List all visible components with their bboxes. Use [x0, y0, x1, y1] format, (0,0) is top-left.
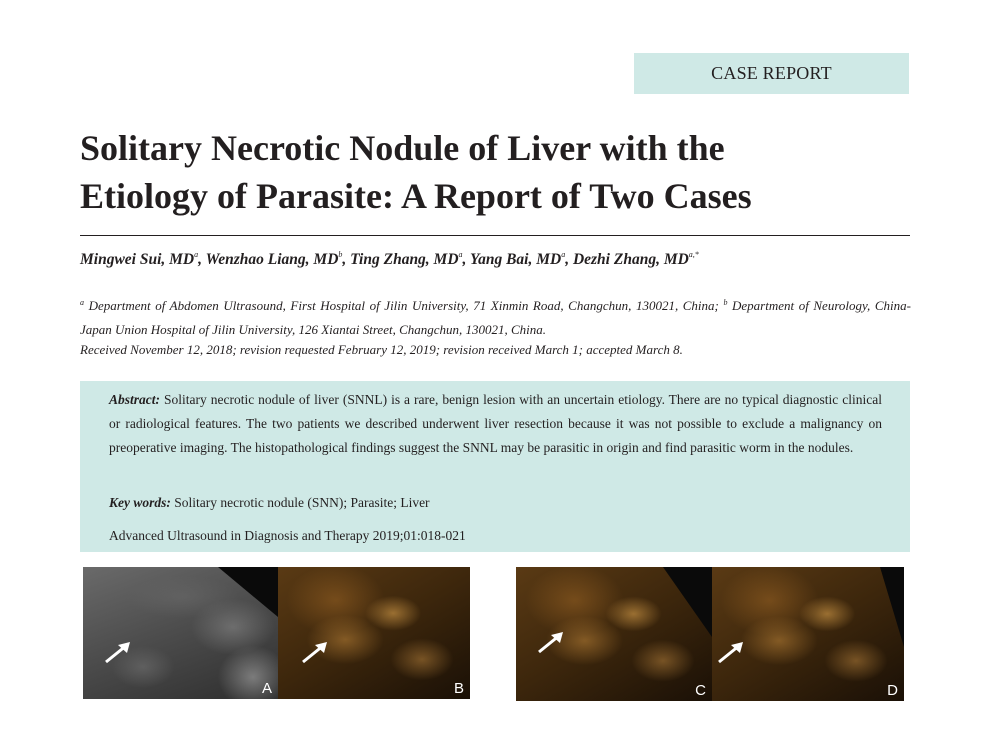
author-name: Dezhi Zhang, MD	[572, 251, 689, 268]
author-separator: ,	[462, 251, 471, 268]
author-separator: ,	[565, 251, 573, 268]
abstract-body: Solitary necrotic nodule of liver (SNNL) is a rare, benign lesion with an uncertain etiology. There are no typical diagnostic clinical or radiological features. The two patients we described underwent liver resection because it was not possible to exclude a malignancy on preoperative imaging. The histopathological findings suggest the SNNL may be parasitic in origin and find parasitic worm in the nodules.	[109, 392, 882, 455]
arrow-icon	[103, 639, 133, 665]
figure-panel-label: C	[695, 682, 706, 699]
article-title-line-1: Solitary Necrotic Nodule of Liver with the	[80, 128, 725, 168]
arrow-icon	[300, 639, 330, 665]
author-affiliation-mark: b	[338, 250, 343, 259]
affiliation-a: Department of Abdomen Ultrasound, First Hospital of Jilin University, 71 Xinmin Road, Changchun, 130021, China;	[84, 298, 724, 313]
abstract-label: Abstract:	[109, 392, 161, 407]
figure-panel-a	[83, 567, 278, 699]
affiliations	[80, 291, 911, 342]
article-type-label: CASE REPORT	[711, 63, 832, 83]
author-affiliation-mark: a	[458, 250, 463, 259]
title-divider	[80, 235, 910, 236]
arrow-icon	[536, 629, 566, 655]
keywords-label: Key words:	[109, 495, 171, 510]
author-affiliation-mark: a	[194, 250, 199, 259]
figure-panel-b	[278, 567, 470, 699]
figure-panel-d	[712, 567, 904, 701]
journal-citation: Advanced Ultrasound in Diagnosis and Therapy 2019;01:018-021	[109, 528, 466, 543]
abstract	[109, 388, 882, 460]
author-separator: ,	[198, 251, 206, 268]
article-type-banner	[634, 53, 909, 94]
article-title-line-2: Etiology of Parasite: A Report of Two Cases	[80, 176, 752, 216]
author-affiliation-mark: a	[561, 250, 566, 259]
figure-panel-c	[516, 567, 712, 701]
author-name: Ting Zhang, MD	[350, 251, 459, 268]
arrow-icon	[716, 639, 746, 665]
author-name: Yang Bai, MD	[470, 251, 562, 268]
affiliation-mark-a: a	[80, 298, 84, 307]
author-separator: ,	[342, 251, 351, 268]
article-title	[80, 124, 910, 220]
keywords-body: Solitary necrotic nodule (SNN); Parasite; Liver	[170, 495, 430, 510]
figure-panel-label: A	[261, 680, 272, 697]
abstract-box	[80, 381, 910, 552]
submission-dates: Received November 12, 2018; revision requested February 12, 2019; revision received March 1; accepted March 8.	[80, 342, 683, 357]
figure-panel-label: B	[453, 680, 464, 697]
figure-panel-label: D	[887, 682, 898, 699]
affiliation-b: Department of Neurology, China-Japan Union Hospital of Jilin University, 126 Xiantai Street, Changchun, 130021, China.	[80, 298, 911, 337]
affiliation-mark-b: b	[723, 298, 728, 307]
author-list	[80, 250, 910, 269]
keywords	[109, 491, 882, 515]
author-name: Wenzhao Liang, MD	[205, 251, 339, 268]
author-name: Mingwei Sui, MD	[80, 251, 195, 268]
author-affiliation-mark: a,*	[688, 250, 699, 259]
